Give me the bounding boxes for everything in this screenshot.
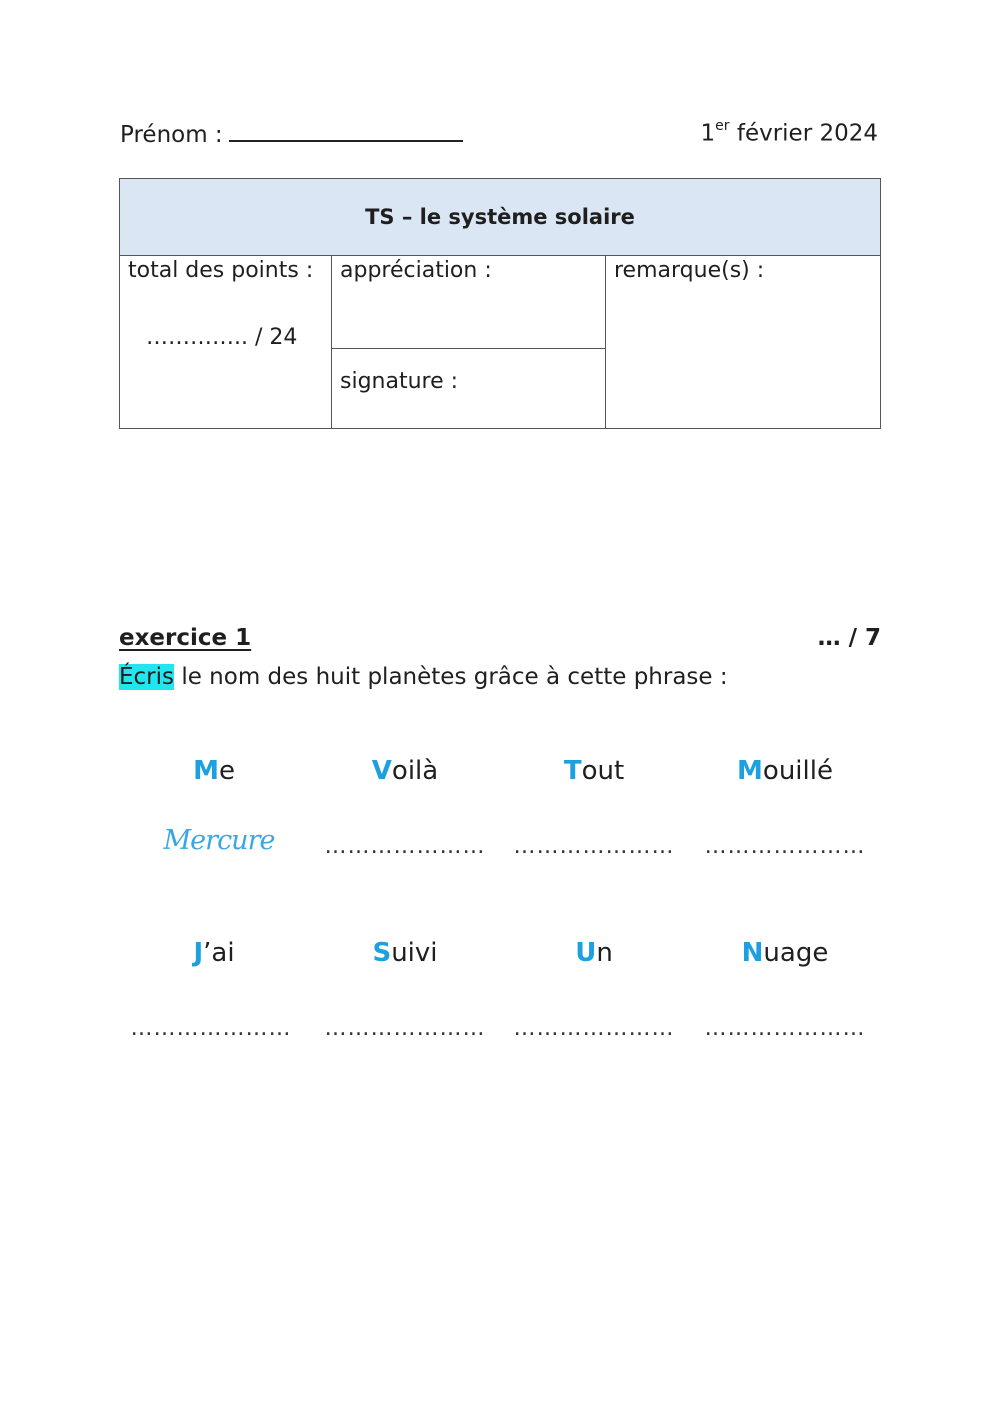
date-rest: février 2024 [736, 120, 878, 147]
remarks-label: remarque(s) : [614, 258, 765, 283]
grade-table [119, 178, 881, 429]
appreciation-label: appréciation : [340, 258, 492, 283]
word-initial: M [737, 756, 763, 786]
exercise-title: exercice 1 [119, 625, 252, 651]
mnemonic-word [119, 756, 309, 786]
answer-blank[interactable]: ………………… [324, 1016, 486, 1041]
mnemonic-word [310, 756, 500, 786]
mnemonic-word [690, 756, 880, 786]
exercise-instruction [119, 664, 728, 690]
instruction-highlight: Écris [119, 664, 175, 690]
answer-blank[interactable]: ………………… [513, 1016, 675, 1041]
appreciation-cell [332, 256, 606, 349]
word-rest: uage [763, 938, 829, 968]
exercise-score: … / 7 [817, 625, 881, 651]
word-initial: U [575, 938, 597, 968]
word-initial: J [193, 938, 204, 968]
answer-handwritten: Mercure [163, 825, 275, 856]
answer-blank[interactable]: ………………… [704, 1016, 866, 1041]
date-day: 1 [700, 120, 716, 147]
word-initial: S [372, 938, 392, 968]
points-label: total des points : [128, 258, 314, 283]
word-rest: out [581, 756, 625, 786]
word-initial: T [563, 756, 582, 786]
word-rest: e [218, 756, 235, 786]
date [701, 120, 878, 147]
word-rest: ouillé [762, 756, 833, 786]
word-rest: oilà [391, 756, 439, 786]
word-rest: ’ai [203, 938, 235, 968]
mnemonic-word [499, 756, 689, 786]
mnemonic-word [310, 938, 500, 968]
test-title: TS – le système solaire [120, 179, 881, 256]
mnemonic-word [119, 938, 309, 968]
name-label: Prénom : [120, 122, 223, 148]
date-superscript: er [715, 118, 730, 134]
answer-blank[interactable]: ………………… [130, 1016, 292, 1041]
name-field [120, 120, 463, 148]
points-value: ………….. / 24 [146, 325, 298, 350]
mnemonic-word [499, 938, 689, 968]
word-rest: n [596, 938, 613, 968]
answer-blank[interactable]: ………………… [324, 834, 486, 859]
mnemonic-word [690, 938, 880, 968]
points-cell [120, 256, 332, 429]
instruction-text: le nom des huit planètes grâce à cette phrase : [174, 664, 728, 690]
word-rest: uivi [391, 938, 438, 968]
answer-blank[interactable]: ………………… [513, 834, 675, 859]
answer-blank[interactable]: ………………… [704, 834, 866, 859]
name-input-line[interactable] [229, 120, 463, 142]
word-initial: N [741, 938, 764, 968]
signature-cell [332, 349, 606, 429]
word-initial: V [371, 756, 392, 786]
signature-label: signature : [340, 369, 459, 394]
remarks-cell [606, 256, 881, 429]
word-initial: M [193, 756, 219, 786]
